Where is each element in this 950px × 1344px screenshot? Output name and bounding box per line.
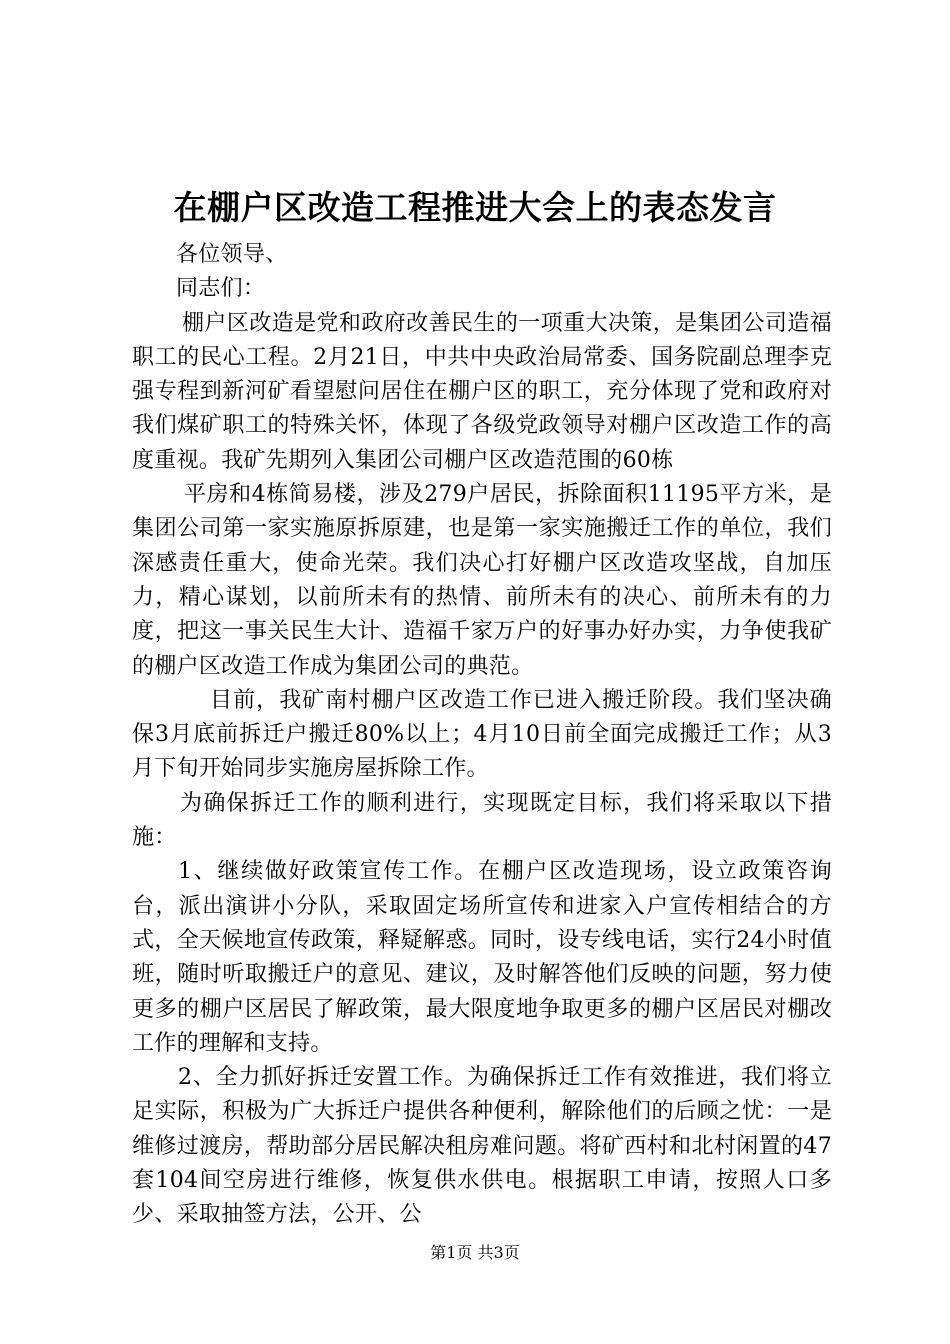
paragraph-measure-2: 2、全力抓好拆迁安置工作。为确保拆迁工作有效推进，我们将立足实际，积极为广大拆迁户提供各种便利，解除他们的后顾之忧：一是维修过渡房，帮助部分居民解决租房难问题。将矿西村和北村闲置的47套104间空房进行维修，恢复供水供电。根据职工申请，按照人口多少、采取抽签方法，公开、公 [132,1065,832,1228]
document-body [132,238,832,1233]
paragraph-scope: 平房和4栋简易楼，涉及279户居民，拆除面积11195平方米，是集团公司第一家实施原拆原建，也是第一家实施搬迁工作的单位，我们深感责任重大，使命光荣。我们决心打好棚户区改造攻坚战，自加压力，精心谋划，以前所未有的热情、前所未有的决心、前所未有的力度，把这一事关民生大计、造福千家万户的好事办好办实，力争使我矿的棚户区改造工作成为集团公司的典范。 [132,482,832,679]
paragraph-measure-1: 1、继续做好政策宣传工作。在棚户区改造现场，设立政策咨询台，派出演讲小分队，采取固定场所宣传和进家入户宣传相结合的方式，全天候地宣传政策，释疑解惑。同时，设专线电话，实行24小时值班，随时听取搬迁户的意见、建议，及时解答他们反映的问题，努力使更多的棚户区居民了解政策，最大限度地争取更多的棚户区居民对棚改工作的理解和支持。 [132,859,832,1056]
paragraph-measures-intro: 为确保拆迁工作的顺利进行，实现既定目标，我们将采取以下措施： [132,790,832,851]
salutation-leaders: 各位领导、 [176,242,288,267]
document-title: 在棚户区改造工程推进大会上的表态发言 [173,188,777,227]
paragraph-current-stage: 目前，我矿南村棚户区改造工作已进入搬迁阶段。我们坚决确保3月底前拆迁户搬迁80%以上；4月10日前全面完成搬迁工作；从3月下旬开始同步实施房屋拆除工作。 [132,687,832,782]
page-number-footer: 第1页 共3页 [430,1243,520,1262]
salutation-comrades: 同志们： [176,276,266,302]
paragraph-intro: 棚户区改造是党和政府改善民生的一项重大决策，是集团公司造福职工的民心工程。2月21日，中共中央政治局常委、国务院副总理李克强专程到新河矿看望慰问居住在棚户区的职工，充分体现了党和政府对我们煤矿职工的特殊关怀，体现了各级党政领导对棚户区改造工作的高度重视。我矿先期列入集团公司棚户区改造范围的60栋 [132,310,832,473]
